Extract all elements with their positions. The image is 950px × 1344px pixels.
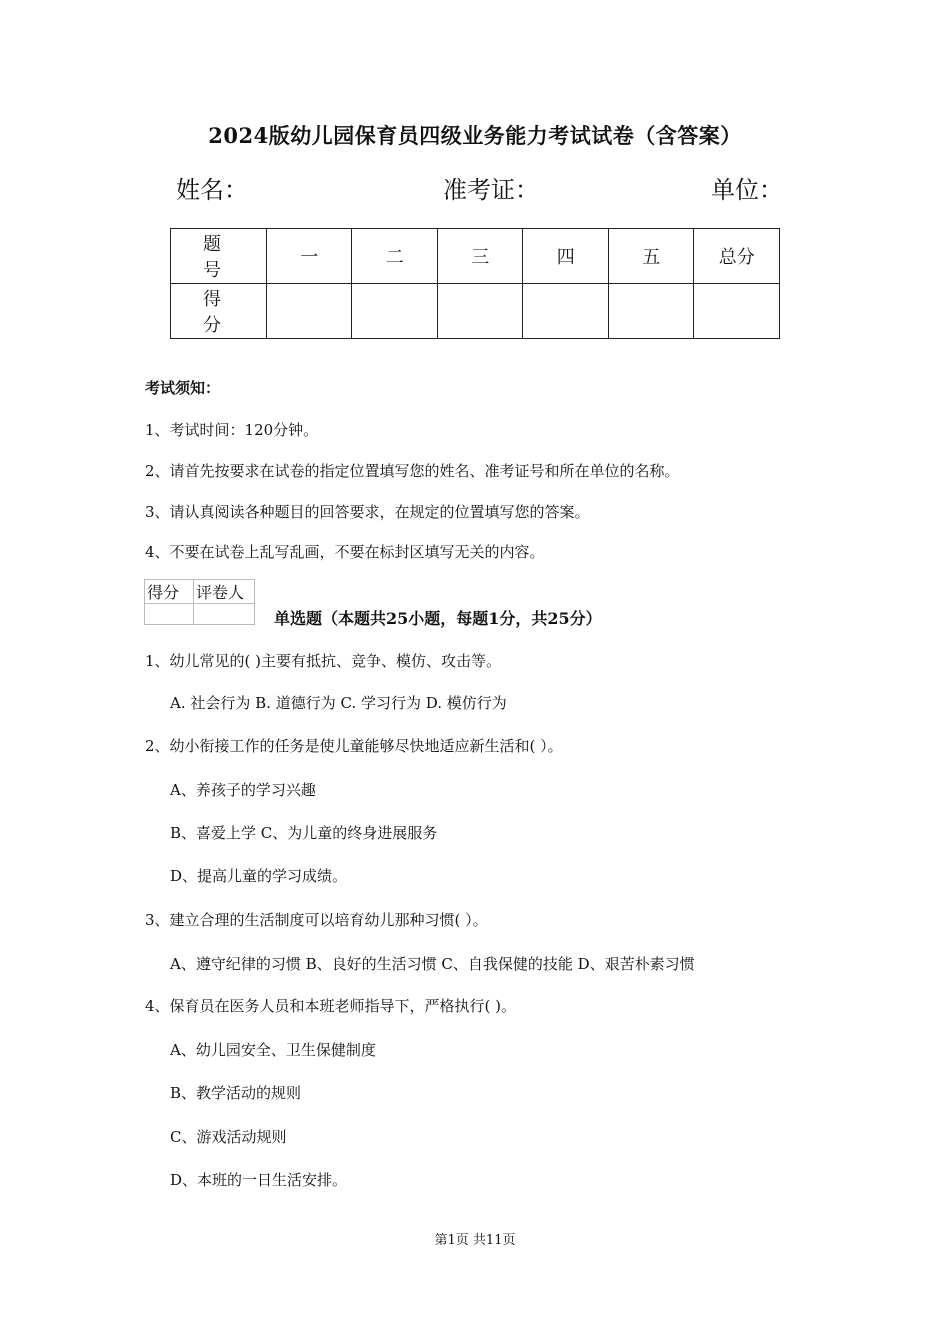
notice-title: 考试须知： — [145, 379, 221, 397]
exam-number-field-label: 准考证： — [443, 176, 539, 204]
question-option: D、提高儿童的学习成绩。 — [170, 867, 348, 885]
question-option: D、本班的一日生活安排。 — [170, 1171, 348, 1189]
unit-field-label: 单位： — [711, 176, 783, 204]
score-header-cell: 四 — [523, 229, 609, 284]
score-input-cell[interactable] — [437, 284, 523, 339]
page-footer: 第1页 共11页 — [434, 1233, 516, 1248]
question-text: 2、幼小衔接工作的任务是使儿童能够尽快地适应新生活和( ）。 — [145, 737, 563, 755]
notice-item: 1、考试时间：120分钟。 — [145, 421, 319, 439]
score-input-cell[interactable] — [352, 284, 438, 339]
score-input-cell[interactable] — [266, 284, 352, 339]
question-text: 3、建立合理的生活制度可以培育幼儿那种习惯( ）。 — [145, 911, 488, 929]
grader-score-label: 得分 — [145, 580, 194, 604]
question-option: B、教学活动的规则 — [170, 1084, 302, 1102]
grader-score-input[interactable] — [145, 604, 194, 625]
question-option: B、喜爱上学 C、为儿童的终身进展服务 — [170, 824, 438, 842]
score-header-cell: 总分 — [694, 229, 780, 284]
question-option: A、遵守纪律的习惯 B、良好的生活习惯 C、自我保健的技能 D、艰苦朴素习惯 — [170, 955, 695, 973]
question-option: C、游戏活动规则 — [170, 1128, 287, 1146]
question-text: 4、保育员在医务人员和本班老师指导下，严格执行( )。 — [145, 997, 517, 1015]
question-option: A. 社会行为 B. 道德行为 C. 学习行为 D. 模仿行为 — [170, 694, 507, 712]
question-option: A、幼儿园安全、卫生保健制度 — [170, 1041, 376, 1059]
notice-item: 2、请首先按要求在试卷的指定位置填写您的姓名、准考证号和所在单位的名称。 — [145, 462, 680, 480]
score-header-cell: 三 — [437, 229, 523, 284]
score-header-cell: 一 — [266, 229, 352, 284]
score-header-cell: 二 — [352, 229, 438, 284]
score-header-cell: 题 号 — [171, 229, 267, 284]
question-option: A、养孩子的学习兴趣 — [170, 781, 316, 799]
question-text: 1、幼儿常见的( )主要有抵抗、竞争、模仿、攻击等。 — [145, 652, 502, 670]
score-row-label: 得 分 — [171, 284, 267, 339]
grader-box — [144, 579, 255, 625]
section-title: 单选题（本题共25小题，每题1分，共25分） — [274, 609, 602, 628]
score-input-cell[interactable] — [523, 284, 609, 339]
notice-item: 4、不要在试卷上乱写乱画，不要在标封区填写无关的内容。 — [145, 543, 545, 561]
score-input-cell[interactable] — [694, 284, 780, 339]
score-table-header-row — [171, 229, 780, 284]
grader-reviewer-label: 评卷人 — [194, 580, 255, 604]
document-title: 2024版幼儿园保育员四级业务能力考试试卷（含答案） — [208, 123, 742, 148]
notice-item: 3、请认真阅读各种题目的回答要求，在规定的位置填写您的答案。 — [145, 503, 590, 521]
score-table-score-row — [171, 284, 780, 339]
grader-reviewer-input[interactable] — [194, 604, 255, 625]
name-field-label: 姓名： — [176, 176, 248, 204]
score-input-cell[interactable] — [608, 284, 694, 339]
score-header-cell: 五 — [608, 229, 694, 284]
score-table — [170, 228, 780, 339]
